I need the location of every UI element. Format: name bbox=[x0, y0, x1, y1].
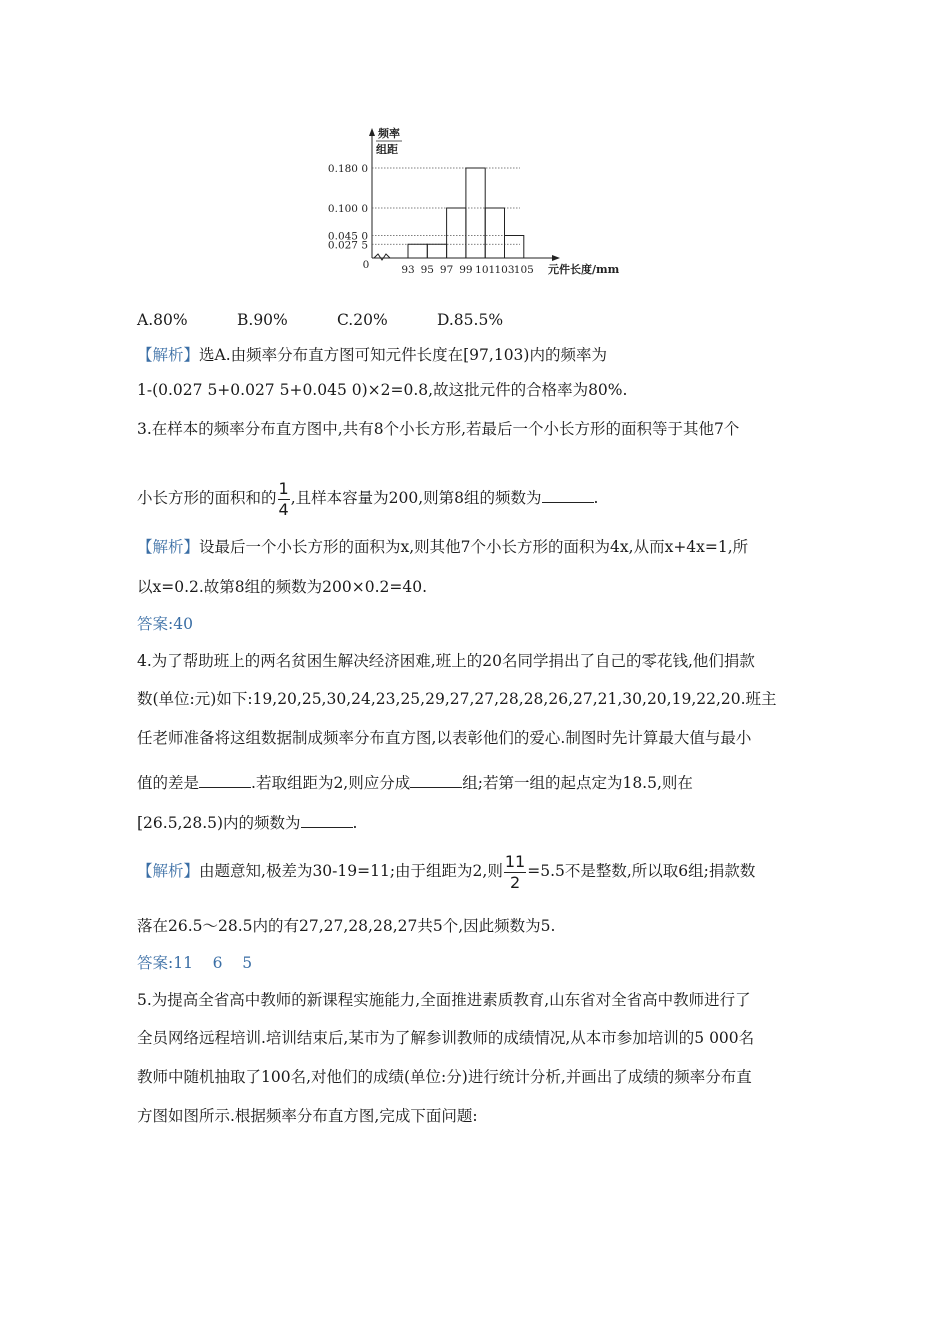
x-tick-label: 93 bbox=[401, 264, 415, 276]
solution-tag: 【解析】 bbox=[137, 862, 200, 880]
y-axis-arrow bbox=[369, 128, 375, 136]
q4-text-e: . bbox=[352, 814, 358, 832]
answer-blank-count[interactable] bbox=[301, 813, 353, 828]
fraction-numerator: 11 bbox=[504, 851, 526, 871]
x-tick-label: 99 bbox=[459, 264, 473, 276]
fraction-denominator: 2 bbox=[509, 872, 521, 892]
y-tick-label: 0.045 0 bbox=[327, 230, 368, 243]
q3-solution-line2: 以x=0.2.故第8组的频数为200×0.2=40. bbox=[137, 578, 428, 596]
q2-solution-text1: 选A.由频率分布直方图可知元件长度在[97,103)内的频率为 bbox=[199, 346, 607, 364]
choice-c[interactable]: C.20% bbox=[337, 311, 388, 329]
fraction-one-quarter bbox=[278, 479, 290, 520]
choice-b[interactable]: B.90% bbox=[237, 311, 288, 329]
axis-break bbox=[374, 254, 390, 260]
q5-line4: 方图如图所示.根据频率分布直方图,完成下面问题: bbox=[137, 1107, 478, 1125]
y-tick-label: 0.180 0 bbox=[327, 163, 368, 175]
q4-solution-line2: 落在26.5～28.5内的有27,27,28,28,27共5个,因此频数为5. bbox=[137, 917, 556, 935]
choice-d[interactable]: D.85.5% bbox=[437, 311, 504, 329]
fraction-eleven-halves bbox=[504, 852, 526, 893]
x-axis-title: 元件长度/mm bbox=[548, 263, 620, 276]
q4-line5 bbox=[137, 812, 357, 834]
q4-solution-line1 bbox=[137, 847, 755, 895]
q4-solution-text-a: 由题意知,极差为30-19=11;由于组距为2,则 bbox=[199, 862, 503, 880]
q3-text-b: ,且样本容量为200,则第8组的频数为 bbox=[290, 489, 542, 507]
q4-line3: 任老师准备将这组数据制成频率分布直方图,以表彰他们的爱心.制图时先计算最大值与最小 bbox=[137, 729, 752, 747]
q3-line2 bbox=[137, 474, 598, 522]
x-axis-arrow bbox=[552, 255, 560, 261]
y-tick-label: 0.027 5 bbox=[327, 239, 368, 252]
answer-blank-range[interactable] bbox=[199, 773, 251, 788]
histogram-bar bbox=[485, 208, 504, 258]
q3-text-a: 小长方形的面积和的 bbox=[137, 489, 277, 507]
x-tick-label: 101 bbox=[475, 264, 496, 276]
q3-line1: 3.在样本的频率分布直方图中,共有8个小长方形,若最后一个小长方形的面积等于其他7个 bbox=[137, 420, 740, 438]
solution-tag: 【解析】 bbox=[137, 346, 200, 364]
frequency-histogram bbox=[320, 120, 640, 280]
y-axis-title-bottom: 组距 bbox=[376, 143, 398, 156]
q3-solution-text1: 设最后一个小长方形的面积为x,则其他7个小长方形的面积为4x,从而x+4x=1,所 bbox=[199, 538, 749, 556]
x-tick-label: 103 bbox=[494, 264, 515, 276]
q4-text-d: [26.5,28.5)内的频数为 bbox=[137, 814, 301, 832]
q4-line4 bbox=[137, 772, 693, 794]
answer-blank-groups[interactable] bbox=[410, 773, 462, 788]
q4-solution-text-b: =5.5不是整数,所以取6组;捐款数 bbox=[527, 862, 756, 880]
q5-line3: 教师中随机抽取了100名,对他们的成绩(单位:分)进行统计分析,并画出了成绩的频率分布直 bbox=[137, 1068, 752, 1086]
x-tick-label: 105 bbox=[513, 264, 534, 276]
histogram-bar bbox=[427, 244, 446, 258]
solution-tag: 【解析】 bbox=[137, 538, 200, 556]
q4-line1: 4.为了帮助班上的两名贫困生解决经济困难,班上的20名同学捐出了自己的零花钱,他们捐款 bbox=[137, 652, 755, 670]
q4-text-c: 组;若第一组的起点定为18.5,则在 bbox=[462, 774, 693, 792]
fraction-denominator: 4 bbox=[278, 499, 289, 519]
histogram-bars bbox=[408, 168, 524, 258]
x-tick-label: 97 bbox=[439, 264, 454, 276]
q2-solution-line2: 1-(0.027 5+0.027 5+0.045 0)×2=0.8,故这批元件的合格率为80%. bbox=[137, 381, 628, 399]
histogram-bar bbox=[408, 244, 427, 258]
q4-answer: 答案:11 6 5 bbox=[137, 954, 253, 972]
fraction-numerator: 1 bbox=[278, 478, 289, 498]
y-axis-title-top: 频率 bbox=[378, 127, 400, 140]
q4-line2: 数(单位:元)如下:19,20,25,30,24,23,25,29,27,27,28,28,26,27,21,30,20,19,22,20.班主 bbox=[137, 690, 777, 708]
q3-text-end: . bbox=[593, 489, 599, 507]
x-tick-label: 95 bbox=[420, 264, 434, 276]
q5-line2: 全员网络远程培训.培训结束后,某市为了解参训教师的成绩情况,从本市参加培训的5 000名 bbox=[137, 1029, 755, 1047]
y-tick-label: 0.100 0 bbox=[327, 203, 368, 215]
q3-answer: 答案:40 bbox=[137, 615, 193, 633]
q2-solution-line1 bbox=[137, 344, 607, 366]
answer-blank[interactable] bbox=[542, 488, 594, 503]
origin-label: 0 bbox=[362, 259, 370, 271]
q4-text-b: .若取组距为2,则应分成 bbox=[251, 774, 411, 792]
q4-text-a: 值的差是 bbox=[137, 774, 200, 792]
q5-line1: 5.为提高全省高中教师的新课程实施能力,全面推进素质教育,山东省对全省高中教师进行了 bbox=[137, 991, 751, 1009]
choice-a[interactable]: A.80% bbox=[137, 311, 188, 329]
histogram-bar bbox=[505, 236, 524, 259]
q2-choices bbox=[137, 309, 537, 331]
q3-solution-line1 bbox=[137, 536, 748, 558]
histogram-bar bbox=[447, 208, 466, 258]
